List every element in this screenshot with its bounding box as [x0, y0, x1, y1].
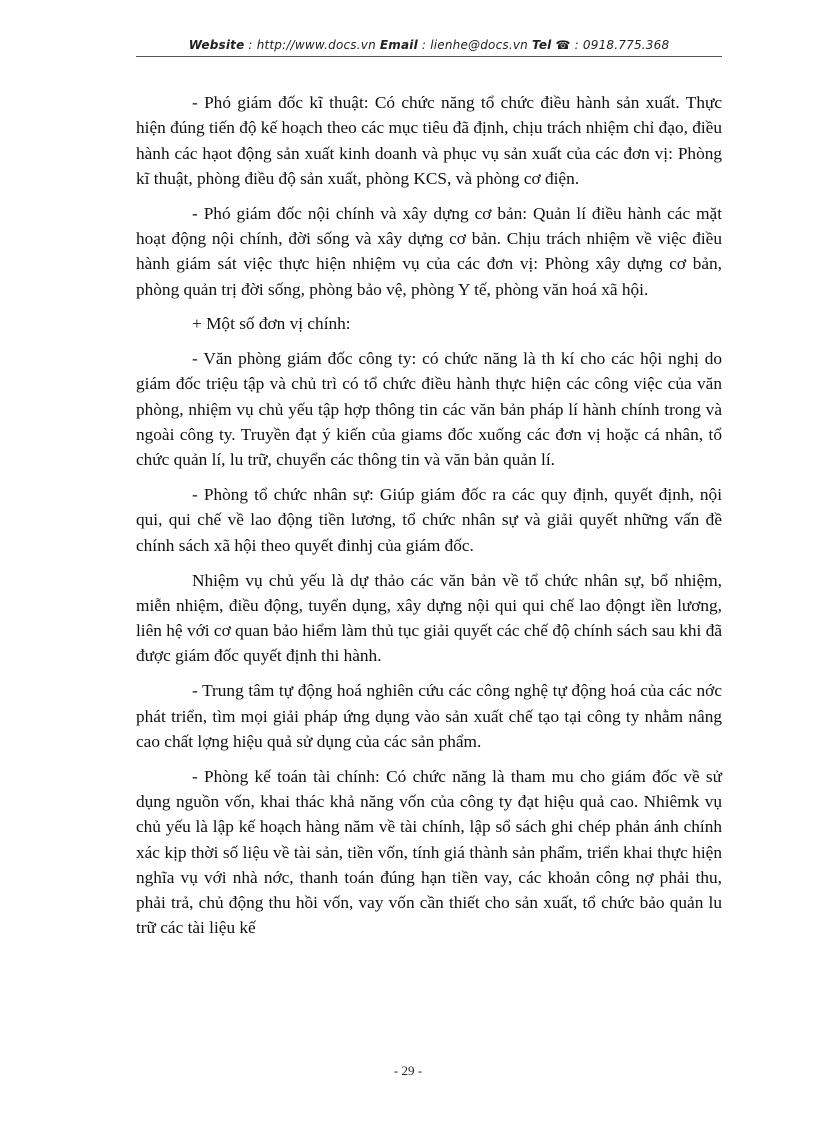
tel-value: : 0918.775.368	[574, 38, 670, 52]
paragraph-personnel-dept: - Phòng tổ chức nhân sự: Giúp giám đốc ra các quy định, quyết định, nội qui, qui chế về lao động tiền lương, tổ chức nhân sự và giải quyết những vấn đề chính sách xã hội theo quyết đinhj của giám đốc.	[136, 485, 722, 555]
page-header	[136, 38, 722, 52]
paragraph-personnel-duties: Nhiệm vụ chủ yếu là dự thảo các văn bản về tổ chức nhân sự, bổ nhiệm, miễn nhiệm, điều động, tuyển dụng, xây dựng nội qui qui chế lao độngt iền lương, liên hệ với cơ quan bảo hiểm làm thủ tục giải quyết các chế độ chính sách sau khi đã được giám đốc quyết định thi hành.	[136, 570, 722, 666]
phone-icon: ☎	[555, 38, 571, 52]
page-number: - 29 -	[393, 1063, 423, 1078]
paragraph-director-office: - Văn phòng giám đốc công ty: có chức năng là th kí cho các hội nghị do giám đốc triệu tập và chủ trì có tổ chức điều hành thực hiện các công việc của văn phòng, nhiệm vụ chủ yếu tập hợp thông tin các văn bản pháp lí hành chính trong và ngoài công ty. Truyền đạt ý kiến của giams đốc xuống các đơn vị hoặc cá nhân, tổ chức quản lí, lu trữ, chuyển các thông tin và văn bản quản lí.	[136, 349, 722, 470]
paragraph-finance-dept: - Phòng kế toán tài chính: Có chức năng là tham mu cho giám đốc về sử dụng nguồn vốn, khai thác khả năng vốn của công ty đạt hiệu quả cao. Nhiêmk vụ chủ yếu là lập kế hoạch hàng năm về tài chính, lập sổ sách ghi chép phản ánh chính xác kịp thời số liệu về tài sản, tiền vốn, tính giá thành sản phẩm, triển khai thực hiện nghĩa vụ với nhà nớc, thanh toán đúng hạn tiền vay, các khoản công nợ phải thu, phải trả, chủ động thu hồi vốn, vay vốn cần thiết cho sản xuất, tổ chức bảo quản lu trữ các tài liệu kế	[136, 766, 722, 938]
paragraph-main-units-heading: + Một số đơn vị chính:	[192, 314, 351, 334]
email-label: Email	[379, 38, 418, 52]
paragraph-deputy-technical: - Phó giám đốc kĩ thuật: Có chức năng tổ chức điều hành sản xuất. Thực hiện đúng tiến độ kế hoạch theo các mục tiêu đã định, chịu trách nhiệm chỉ đạo, điều hành các hạot động sản xuất kinh doanh và phục vụ sản xuất của các đơn vị: Phòng kĩ thuật, phòng điều độ sản xuất, phòng KCS, và phòng cơ điện.	[136, 93, 722, 188]
paragraph-automation-center: - Trung tâm tự động hoá nghiên cứu các công nghệ tự động hoá của các nớc phát triển, tìm mọi giải pháp ứng dụng vào sản xuất chế tạo tại công ty nhằm nâng cao chất lợng hiệu quả sử dụng của các sản phẩm.	[136, 681, 722, 751]
email-value: : lienhe@docs.vn	[417, 38, 532, 52]
website-value: : http://www.docs.vn	[244, 38, 380, 52]
tel-label: Tel	[531, 38, 552, 52]
website-label: Website	[188, 38, 245, 52]
document-body	[136, 90, 722, 950]
paragraph-deputy-internal-affairs: - Phó giám đốc nội chính và xây dựng cơ bản: Quản lí điều hành các mặt hoạt động nội chính, đời sống và xây dựng cơ bản. Chịu trách nhiệm về việc điều hành giám sát việc thực hiện nhiệm vụ của các đơn vị: Phòng xây dựng cơ bản, phòng quản trị đời sống, phòng bảo vệ, phòng Y tế, phòng văn hoá xã hội.	[136, 203, 722, 299]
header-divider	[136, 56, 722, 57]
